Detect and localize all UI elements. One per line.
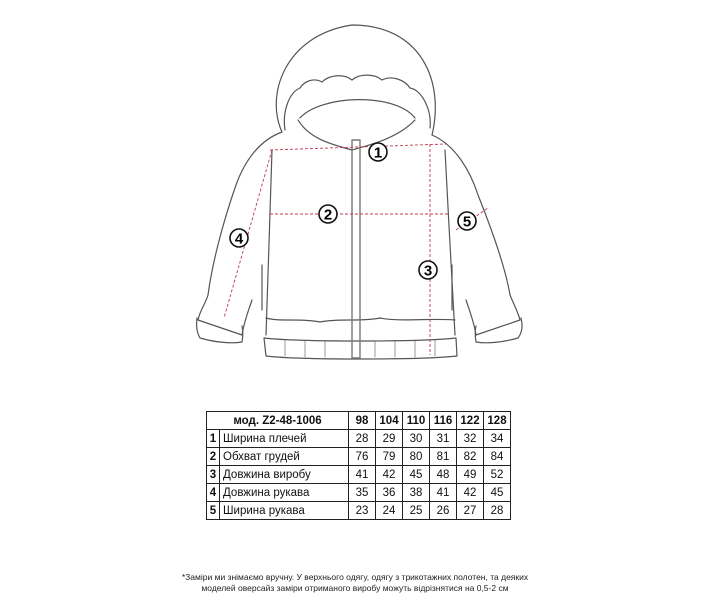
table-header-row xyxy=(207,412,511,430)
table-cell: 29 xyxy=(376,430,403,448)
size-header: 116 xyxy=(430,412,457,430)
row-number: 4 xyxy=(207,484,220,502)
row-label: Ширина плечей xyxy=(220,430,349,448)
torso-right-side xyxy=(445,150,455,335)
measure-line-1 xyxy=(270,144,446,150)
row-label: Обхват грудей xyxy=(220,448,349,466)
marker-1 xyxy=(369,143,387,162)
svg-text:3: 3 xyxy=(423,262,433,280)
table-cell: 42 xyxy=(457,484,484,502)
size-header: 122 xyxy=(457,412,484,430)
marker-2 xyxy=(319,205,337,224)
table-row xyxy=(207,430,511,448)
row-label: Ширина рукава xyxy=(220,502,349,520)
row-label: Довжина рукава xyxy=(220,484,349,502)
size-header: 110 xyxy=(403,412,430,430)
footnote-line: моделей оверсайз заміри отриманого виробу можуть відрізнятися на 0,5-2 см xyxy=(201,583,509,593)
table-cell: 27 xyxy=(457,502,484,520)
table-cell: 41 xyxy=(349,466,376,484)
torso-left-side xyxy=(266,150,272,335)
table-row xyxy=(207,466,511,484)
table-cell: 45 xyxy=(403,466,430,484)
table-cell: 52 xyxy=(484,466,511,484)
model-label: мод. Z2-48-1006 xyxy=(207,412,349,430)
table-cell: 49 xyxy=(457,466,484,484)
table-cell: 26 xyxy=(430,502,457,520)
row-number: 1 xyxy=(207,430,220,448)
hood-ruffle xyxy=(284,75,430,130)
svg-text:4: 4 xyxy=(234,230,244,248)
table-cell: 30 xyxy=(403,430,430,448)
row-number: 2 xyxy=(207,448,220,466)
hood-inner xyxy=(300,100,415,118)
footnote xyxy=(0,572,710,594)
table-cell: 23 xyxy=(349,502,376,520)
row-number: 5 xyxy=(207,502,220,520)
table-cell: 80 xyxy=(403,448,430,466)
table-cell: 45 xyxy=(484,484,511,502)
table-cell: 41 xyxy=(430,484,457,502)
table-cell: 24 xyxy=(376,502,403,520)
svg-text:2: 2 xyxy=(323,206,333,224)
row-label: Довжина виробу xyxy=(220,466,349,484)
table-cell: 28 xyxy=(349,430,376,448)
table-row xyxy=(207,502,511,520)
table-cell: 32 xyxy=(457,430,484,448)
svg-text:5: 5 xyxy=(462,213,472,231)
table-cell: 82 xyxy=(457,448,484,466)
table-cell: 81 xyxy=(430,448,457,466)
size-header: 104 xyxy=(376,412,403,430)
table-row xyxy=(207,448,511,466)
marker-3 xyxy=(419,261,437,280)
table-cell: 25 xyxy=(403,502,430,520)
marker-4 xyxy=(230,229,248,248)
table-cell: 36 xyxy=(376,484,403,502)
table-cell: 42 xyxy=(376,466,403,484)
size-table xyxy=(206,411,511,520)
table-cell: 76 xyxy=(349,448,376,466)
right-sleeve xyxy=(466,295,520,335)
table-cell: 34 xyxy=(484,430,511,448)
svg-text:1: 1 xyxy=(373,144,383,162)
row-number: 3 xyxy=(207,466,220,484)
table-cell: 84 xyxy=(484,448,511,466)
size-header: 98 xyxy=(349,412,376,430)
body-left-outline xyxy=(208,132,282,295)
table-cell: 79 xyxy=(376,448,403,466)
table-cell: 38 xyxy=(403,484,430,502)
marker-5 xyxy=(458,212,476,231)
table-cell: 48 xyxy=(430,466,457,484)
size-header: 128 xyxy=(484,412,511,430)
zipper xyxy=(352,140,360,358)
footnote-line: *Заміри ми знімаємо вручну. У верхнього одягу, одягу з трикотажних полотен, та деяких xyxy=(181,572,529,582)
table-cell: 28 xyxy=(484,502,511,520)
table-cell: 31 xyxy=(430,430,457,448)
table-cell: 35 xyxy=(349,484,376,502)
table-row xyxy=(207,484,511,502)
